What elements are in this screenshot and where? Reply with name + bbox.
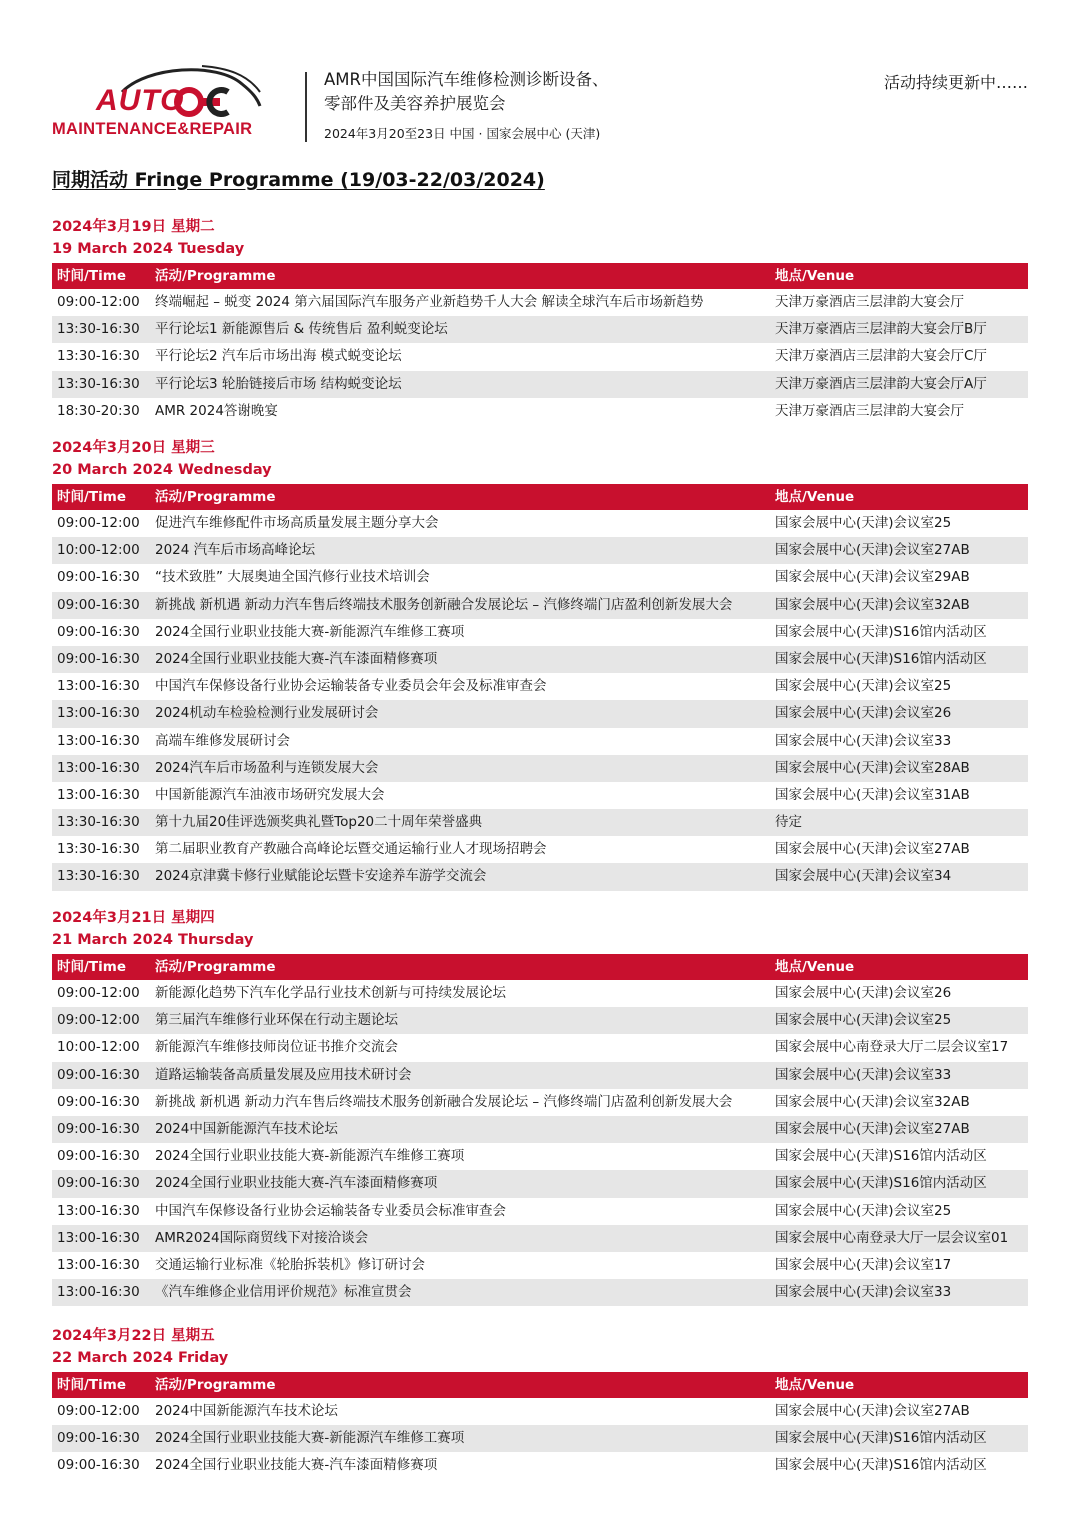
row-venue: 国家会展中心(天津)会议室33 bbox=[775, 1066, 952, 1083]
header-venue: 地点/Venue bbox=[775, 268, 855, 284]
row-venue: 国家会展中心(天津)会议室25 bbox=[775, 678, 952, 695]
row-time: 13:30-16:30 bbox=[57, 321, 140, 338]
row-programme: 促进汽车维修配件市场高质量发展主题分享大会 bbox=[155, 515, 439, 531]
row-time: 09:00-16:30 bbox=[57, 596, 140, 613]
table-row bbox=[52, 1425, 1028, 1452]
row-venue: 国家会展中心(天津)会议室34 bbox=[775, 868, 952, 885]
row-time: 13:00-16:30 bbox=[57, 759, 140, 776]
row-time: 10:00-12:00 bbox=[57, 542, 140, 559]
row-time: 13:30-16:30 bbox=[57, 814, 140, 831]
row-venue: 国家会展中心南登录大厅一层会议室01 bbox=[775, 1229, 1009, 1246]
row-venue: 国家会展中心(天津)会议室29AB bbox=[775, 569, 970, 586]
row-programme: 中国新能源汽车油液市场研究发展大会 bbox=[155, 786, 385, 803]
row-programme: 中国汽车保修设备行业协会运输装备专业委员会标准审查会 bbox=[155, 1202, 506, 1219]
table-header bbox=[52, 263, 1028, 289]
row-programme: 《汽车维修企业信用评价规范》标准宣贯会 bbox=[155, 1284, 412, 1301]
amr-logo bbox=[52, 62, 297, 142]
table-row bbox=[52, 700, 1028, 727]
row-venue: 国家会展中心(天津)会议室32AB bbox=[775, 596, 970, 613]
table-row bbox=[52, 1034, 1028, 1061]
row-programme: 交通运输行业标准《轮胎拆装机》修订研讨会 bbox=[155, 1256, 425, 1273]
header-time: 时间/Time bbox=[57, 268, 126, 284]
row-venue: 国家会展中心(天津)会议室26 bbox=[775, 705, 952, 722]
row-time: 13:30-16:30 bbox=[57, 375, 140, 392]
day-date-cn: 2024年3月22日 星期五 bbox=[52, 1328, 215, 1344]
row-venue: 国家会展中心(天津)会议室27AB bbox=[775, 1120, 970, 1137]
row-venue: 国家会展中心(天津)会议室27AB bbox=[775, 542, 970, 559]
row-programme: 2024 汽车后市场高峰论坛 bbox=[155, 542, 316, 559]
header-programme: 活动/Programme bbox=[155, 959, 276, 975]
day-date-en: 19 March 2024 Tuesday bbox=[52, 241, 245, 257]
row-time: 13:00-16:30 bbox=[57, 1202, 140, 1219]
header-programme: 活动/Programme bbox=[155, 489, 276, 505]
day-date-cn: 2024年3月19日 星期二 bbox=[52, 219, 215, 235]
table-row bbox=[52, 809, 1028, 836]
row-venue: 天津万豪酒店三层津韵大宴会厅A厅 bbox=[775, 375, 987, 392]
row-programme: 2024全国行业职业技能大赛-汽车漆面精修赛项 bbox=[155, 1457, 438, 1474]
row-venue: 国家会展中心(天津)会议室33 bbox=[775, 1284, 952, 1301]
row-time: 09:00-12:00 bbox=[57, 1012, 140, 1029]
exhibition-date: 2024年3月20至23日 中国 · 国家会展中心 (天津) bbox=[324, 126, 601, 141]
table-row bbox=[52, 1252, 1028, 1279]
row-programme: 2024全国行业职业技能大赛-汽车漆面精修赛项 bbox=[155, 650, 438, 667]
day-date-en: 20 March 2024 Wednesday bbox=[52, 462, 272, 478]
row-programme: “技术致胜” 大展奥迪全国汽修行业技术培训会 bbox=[155, 569, 430, 586]
table-row bbox=[52, 782, 1028, 809]
row-venue: 国家会展中心(天津)会议室31AB bbox=[775, 786, 970, 803]
table-row bbox=[52, 343, 1028, 370]
day-date-cn: 2024年3月21日 星期四 bbox=[52, 910, 215, 926]
header-programme: 活动/Programme bbox=[155, 268, 276, 284]
row-programme: AMR2024国际商贸线下对接洽谈会 bbox=[155, 1229, 369, 1246]
row-programme: 2024全国行业职业技能大赛-新能源汽车维修工赛项 bbox=[155, 1148, 465, 1165]
table-row bbox=[52, 1225, 1028, 1252]
row-programme: 2024中国新能源汽车技术论坛 bbox=[155, 1403, 338, 1419]
row-time: 09:00-16:30 bbox=[57, 1148, 140, 1165]
table-row bbox=[52, 863, 1028, 890]
row-programme: 2024京津冀卡修行业赋能论坛暨卡安途养车游学交流会 bbox=[155, 868, 487, 885]
row-programme: 2024机动车检验检测行业发展研讨会 bbox=[155, 705, 379, 722]
row-time: 09:00-16:30 bbox=[57, 569, 140, 586]
row-venue: 天津万豪酒店三层津韵大宴会厅 bbox=[775, 294, 964, 310]
table-row bbox=[52, 980, 1028, 1007]
row-time: 13:00-16:30 bbox=[57, 786, 140, 803]
header-time: 时间/Time bbox=[57, 959, 126, 975]
table-row bbox=[52, 646, 1028, 673]
row-time: 13:30-16:30 bbox=[57, 348, 140, 365]
row-time: 13:00-16:30 bbox=[57, 732, 140, 749]
row-time: 09:00-16:30 bbox=[57, 1430, 140, 1447]
table-row bbox=[52, 836, 1028, 863]
row-time: 09:00-12:00 bbox=[57, 1403, 140, 1419]
row-venue: 国家会展中心(天津)会议室25 bbox=[775, 1202, 952, 1219]
row-venue: 国家会展中心(天津)S16馆内活动区 bbox=[775, 1430, 987, 1447]
row-programme: 道路运输装备高质量发展及应用技术研讨会 bbox=[155, 1066, 412, 1083]
row-time: 18:30-20:30 bbox=[57, 402, 140, 419]
row-programme: 平行论坛1 新能源售后 & 传统售后 盈利蜕变论坛 bbox=[155, 321, 448, 338]
row-time: 09:00-16:30 bbox=[57, 1066, 140, 1083]
day-section bbox=[52, 216, 1028, 425]
exhibition-title: AMR中国国际汽车维修检测诊断设备、 零部件及美容养护展览会 bbox=[324, 70, 609, 113]
table-header bbox=[52, 484, 1028, 510]
table-row bbox=[52, 619, 1028, 646]
table-row bbox=[52, 592, 1028, 619]
header-divider bbox=[305, 72, 307, 142]
table-row bbox=[52, 728, 1028, 755]
header-time: 时间/Time bbox=[57, 1377, 126, 1393]
row-time: 13:30-16:30 bbox=[57, 841, 140, 858]
page-title: 同期活动 Fringe Programme (19/03-22/03/2024) bbox=[52, 169, 545, 191]
row-programme: AMR 2024答谢晚宴 bbox=[155, 402, 278, 419]
day-date-cn: 2024年3月20日 星期三 bbox=[52, 440, 215, 456]
row-time: 13:00-16:30 bbox=[57, 1284, 140, 1301]
update-note: 活动持续更新中…… bbox=[883, 73, 1028, 92]
row-venue: 天津万豪酒店三层津韵大宴会厅B厅 bbox=[775, 321, 987, 338]
header-venue: 地点/Venue bbox=[775, 489, 855, 505]
row-venue: 国家会展中心(天津)会议室27AB bbox=[775, 841, 970, 858]
table-row bbox=[52, 1170, 1028, 1197]
row-programme: 2024汽车后市场盈利与连锁发展大会 bbox=[155, 759, 379, 776]
logo-word: AUTO bbox=[96, 84, 185, 117]
row-venue: 国家会展中心(天津)S16馆内活动区 bbox=[775, 623, 987, 640]
row-programme: 2024中国新能源汽车技术论坛 bbox=[155, 1120, 338, 1137]
table-row bbox=[52, 1279, 1028, 1306]
row-venue: 国家会展中心(天津)会议室25 bbox=[775, 1012, 952, 1029]
table-row bbox=[52, 537, 1028, 564]
header-venue: 地点/Venue bbox=[775, 959, 855, 975]
row-programme: 第二届职业教育产教融合高峰论坛暨交通运输行业人才现场招聘会 bbox=[155, 841, 547, 858]
row-programme: 第三届汽车维修行业环保在行动主题论坛 bbox=[155, 1012, 398, 1029]
table-row bbox=[52, 1007, 1028, 1034]
table-header bbox=[52, 954, 1028, 980]
table-row bbox=[52, 564, 1028, 591]
day-section bbox=[52, 437, 1028, 891]
row-time: 09:00-16:30 bbox=[57, 1120, 140, 1137]
table-row bbox=[52, 1062, 1028, 1089]
row-programme: 终端崛起 – 蜕变 2024 第六届国际汽车服务产业新趋势千人大会 解读全球汽车后市场新趋势 bbox=[155, 294, 704, 310]
row-time: 09:00-16:30 bbox=[57, 1175, 140, 1192]
row-time: 09:00-16:30 bbox=[57, 1093, 140, 1110]
row-programme: 中国汽车保修设备行业协会运输装备专业委员会年会及标准审查会 bbox=[155, 678, 547, 695]
header-venue: 地点/Venue bbox=[775, 1377, 855, 1393]
table-row bbox=[52, 1089, 1028, 1116]
row-time: 09:00-12:00 bbox=[57, 294, 140, 310]
table-row bbox=[52, 1452, 1028, 1479]
table-row bbox=[52, 510, 1028, 537]
row-time: 09:00-12:00 bbox=[57, 515, 140, 531]
row-time: 09:00-16:30 bbox=[57, 1457, 140, 1474]
day-date-en: 22 March 2024 Friday bbox=[52, 1350, 229, 1366]
day-section bbox=[52, 1325, 1028, 1480]
table-header bbox=[52, 1372, 1028, 1398]
row-time: 10:00-12:00 bbox=[57, 1039, 140, 1056]
row-venue: 天津万豪酒店三层津韵大宴会厅 bbox=[775, 402, 964, 419]
row-time: 13:00-16:30 bbox=[57, 705, 140, 722]
row-programme: 新能源汽车维修技师岗位证书推介交流会 bbox=[155, 1039, 398, 1056]
row-programme: 新挑战 新机遇 新动力汽车售后终端技术服务创新融合发展论坛 – 汽修终端门店盈利创新发展大会 bbox=[155, 596, 733, 613]
day-section bbox=[52, 907, 1028, 1306]
table-row bbox=[52, 1116, 1028, 1143]
row-venue: 国家会展中心(天津)会议室27AB bbox=[775, 1403, 970, 1419]
row-time: 13:00-16:30 bbox=[57, 1256, 140, 1273]
table-row bbox=[52, 289, 1028, 316]
table-row bbox=[52, 755, 1028, 782]
row-programme: 2024全国行业职业技能大赛-新能源汽车维修工赛项 bbox=[155, 623, 465, 640]
day-date-en: 21 March 2024 Thursday bbox=[52, 932, 254, 948]
table-row bbox=[52, 1198, 1028, 1225]
row-time: 09:00-16:30 bbox=[57, 623, 140, 640]
table-row bbox=[52, 398, 1028, 425]
row-programme: 2024全国行业职业技能大赛-新能源汽车维修工赛项 bbox=[155, 1430, 465, 1447]
row-venue: 国家会展中心(天津)S16馆内活动区 bbox=[775, 1148, 987, 1165]
header-time: 时间/Time bbox=[57, 489, 126, 505]
row-venue: 天津万豪酒店三层津韵大宴会厅C厅 bbox=[775, 348, 987, 365]
row-time: 13:00-16:30 bbox=[57, 678, 140, 695]
row-programme: 第十九届20佳评选颁奖典礼暨Top20二十周年荣誉盛典 bbox=[155, 814, 483, 831]
table-row bbox=[52, 371, 1028, 398]
row-time: 13:30-16:30 bbox=[57, 868, 140, 885]
header bbox=[52, 62, 1032, 152]
row-programme: 平行论坛2 汽车后市场出海 模式蜕变论坛 bbox=[155, 348, 402, 365]
row-venue: 国家会展中心(天津)S16馆内活动区 bbox=[775, 1175, 987, 1192]
row-programme: 新能源化趋势下汽车化学品行业技术创新与可持续发展论坛 bbox=[155, 985, 506, 1001]
row-venue: 国家会展中心(天津)会议室33 bbox=[775, 732, 952, 749]
table-row bbox=[52, 673, 1028, 700]
row-programme: 高端车维修发展研讨会 bbox=[155, 732, 290, 749]
row-venue: 国家会展中心南登录大厅二层会议室17 bbox=[775, 1039, 1009, 1056]
row-time: 09:00-16:30 bbox=[57, 650, 140, 667]
table-row bbox=[52, 1398, 1028, 1425]
row-venue: 国家会展中心(天津)会议室32AB bbox=[775, 1093, 970, 1110]
header-programme: 活动/Programme bbox=[155, 1377, 276, 1393]
row-programme: 新挑战 新机遇 新动力汽车售后终端技术服务创新融合发展论坛 – 汽修终端门店盈利创新发展大会 bbox=[155, 1093, 733, 1110]
row-venue: 国家会展中心(天津)会议室25 bbox=[775, 515, 952, 531]
row-venue: 国家会展中心(天津)S16馆内活动区 bbox=[775, 1457, 987, 1474]
row-programme: 2024全国行业职业技能大赛-汽车漆面精修赛项 bbox=[155, 1175, 438, 1192]
row-venue: 国家会展中心(天津)会议室17 bbox=[775, 1256, 952, 1273]
logo-subtitle: MAINTENANCE&REPAIR bbox=[52, 120, 253, 138]
row-venue: 国家会展中心(天津)会议室26 bbox=[775, 985, 952, 1001]
table-row bbox=[52, 316, 1028, 343]
row-venue: 待定 bbox=[775, 814, 802, 831]
row-venue: 国家会展中心(天津)S16馆内活动区 bbox=[775, 650, 987, 667]
table-row bbox=[52, 1143, 1028, 1170]
row-time: 13:00-16:30 bbox=[57, 1229, 140, 1246]
row-venue: 国家会展中心(天津)会议室28AB bbox=[775, 759, 970, 776]
row-time: 09:00-12:00 bbox=[57, 985, 140, 1001]
row-programme: 平行论坛3 轮胎链接后市场 结构蜕变论坛 bbox=[155, 375, 402, 392]
